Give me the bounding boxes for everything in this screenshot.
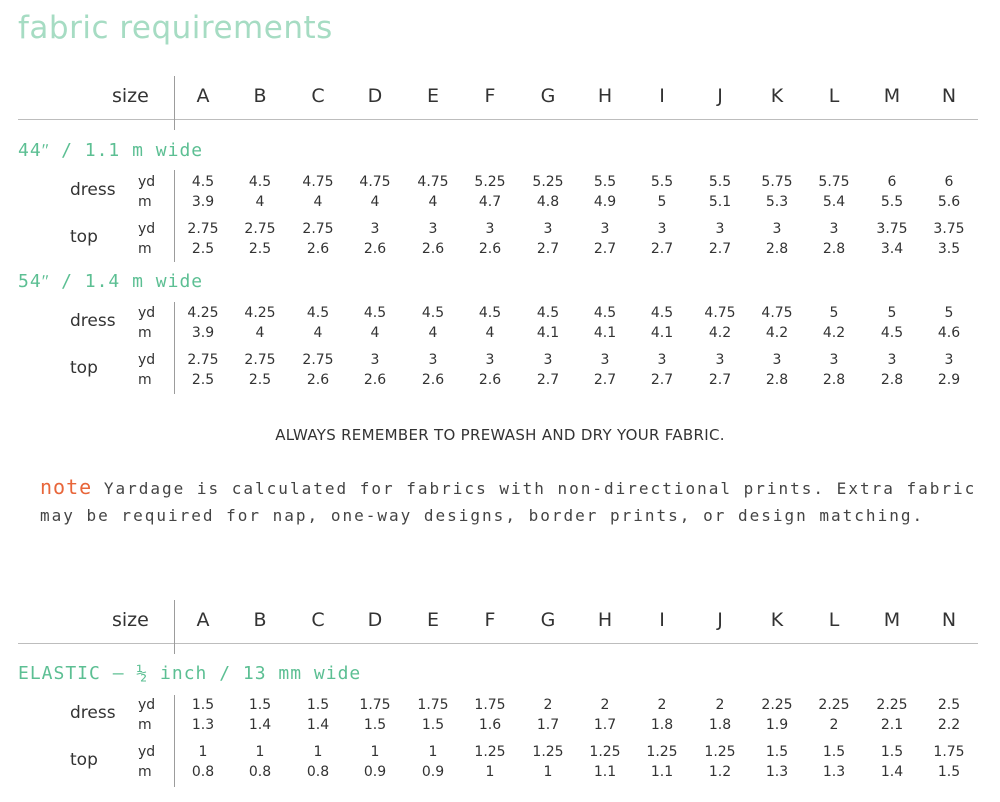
cell-yd-top-b: 2.75 (244, 221, 276, 237)
size-column-header-l: L (828, 609, 840, 631)
cell-m-dress-f: 4.7 (478, 194, 502, 210)
cell-m-dress-c: 1.4 (306, 717, 330, 733)
cell-m-top-n: 3.5 (937, 241, 961, 257)
garment-label-top: top (70, 750, 98, 770)
cell-m-dress-n: 4.6 (937, 325, 961, 341)
note-text: Yardage is calculated for fabrics with non-directional prints. Extra fabric may be required for nap, one-way designs, border prints, or design matching. (40, 479, 977, 525)
cell-m-top-l: 2.8 (822, 241, 846, 257)
size-column-header-f: F (484, 609, 496, 631)
cell-m-top-n: 1.5 (937, 764, 961, 780)
cell-m-dress-h: 4.9 (593, 194, 617, 210)
size-column-header-e: E (426, 85, 439, 107)
header-vertical-divider (174, 76, 175, 130)
cell-m-top-e: 2.6 (421, 372, 445, 388)
cell-m-dress-b: 4 (255, 325, 265, 341)
cell-yd-dress-k: 4.75 (761, 305, 793, 321)
cell-m-dress-g: 1.7 (536, 717, 560, 733)
cell-yd-top-n: 1.75 (933, 744, 965, 760)
header-divider (18, 643, 978, 644)
garment-label-dress: dress (70, 311, 116, 331)
cell-yd-dress-l: 5 (829, 305, 839, 321)
garment-label-top: top (70, 227, 98, 247)
cell-m-dress-k: 1.9 (765, 717, 789, 733)
cell-m-dress-d: 4 (370, 194, 380, 210)
cell-yd-dress-c: 4.5 (306, 305, 330, 321)
cell-yd-top-b: 2.75 (244, 352, 276, 368)
cell-yd-top-d: 3 (370, 352, 380, 368)
cell-yd-top-k: 3 (772, 352, 782, 368)
size-column-header-k: K (770, 85, 784, 107)
cell-yd-dress-m: 6 (887, 174, 897, 190)
cell-yd-top-l: 3 (829, 221, 839, 237)
cell-yd-top-j: 1.25 (704, 744, 736, 760)
cell-yd-dress-n: 6 (944, 174, 954, 190)
cell-m-top-f: 2.6 (478, 241, 502, 257)
cell-yd-dress-d: 1.75 (359, 697, 391, 713)
cell-m-top-m: 3.4 (880, 241, 904, 257)
cell-m-top-m: 2.8 (880, 372, 904, 388)
cell-yd-dress-m: 2.25 (876, 697, 908, 713)
size-column-header-a: A (196, 609, 210, 631)
cell-m-dress-i: 4.1 (650, 325, 674, 341)
unit-label-yd: yd (138, 744, 156, 760)
cell-yd-dress-n: 5 (944, 305, 954, 321)
cell-m-dress-c: 4 (313, 194, 323, 210)
cell-yd-dress-g: 2 (543, 697, 553, 713)
size-column-header-f: F (484, 85, 496, 107)
cell-yd-top-n: 3.75 (933, 221, 965, 237)
section-elastic-label: ELASTIC – ½ inch / 13 mm wide (18, 663, 362, 684)
cell-yd-top-l: 3 (829, 352, 839, 368)
cell-yd-dress-k: 2.25 (761, 697, 793, 713)
cell-m-top-l: 2.8 (822, 372, 846, 388)
cell-m-top-a: 0.8 (191, 764, 215, 780)
cell-m-top-g: 2.7 (536, 372, 560, 388)
cell-m-top-c: 2.6 (306, 372, 330, 388)
section-vertical-divider (174, 302, 175, 394)
unit-label-yd: yd (138, 305, 156, 321)
cell-m-top-g: 1 (543, 764, 553, 780)
cell-m-dress-g: 4.1 (536, 325, 560, 341)
cell-yd-top-m: 3 (887, 352, 897, 368)
cell-yd-dress-e: 1.75 (417, 697, 449, 713)
cell-m-top-i: 2.7 (650, 372, 674, 388)
cell-m-dress-e: 4 (428, 194, 438, 210)
cell-yd-dress-d: 4.75 (359, 174, 391, 190)
cell-m-top-d: 2.6 (363, 372, 387, 388)
cell-yd-dress-a: 4.5 (191, 174, 215, 190)
cell-yd-top-k: 3 (772, 221, 782, 237)
size-header-label: size (112, 609, 149, 631)
cell-yd-dress-j: 2 (715, 697, 725, 713)
garment-label-dress: dress (70, 180, 116, 200)
unit-label-m: m (138, 764, 152, 780)
cell-yd-top-c: 1 (313, 744, 323, 760)
cell-yd-top-m: 1.5 (880, 744, 904, 760)
cell-yd-top-l: 1.5 (822, 744, 846, 760)
cell-yd-dress-j: 5.5 (708, 174, 732, 190)
size-column-header-i: I (659, 85, 665, 107)
cell-yd-dress-d: 4.5 (363, 305, 387, 321)
cell-m-top-n: 2.9 (937, 372, 961, 388)
unit-label-m: m (138, 372, 152, 388)
cell-m-dress-k: 5.3 (765, 194, 789, 210)
cell-yd-top-i: 1.25 (646, 744, 678, 760)
cell-m-top-i: 1.1 (650, 764, 674, 780)
cell-m-dress-i: 5 (657, 194, 667, 210)
cell-yd-top-a: 2.75 (187, 221, 219, 237)
cell-yd-top-h: 3 (600, 352, 610, 368)
cell-m-dress-e: 4 (428, 325, 438, 341)
cell-yd-dress-m: 5 (887, 305, 897, 321)
size-column-header-i: I (659, 609, 665, 631)
cell-m-top-k: 2.8 (765, 372, 789, 388)
cell-m-dress-a: 3.9 (191, 325, 215, 341)
cell-m-dress-n: 5.6 (937, 194, 961, 210)
cell-yd-dress-f: 1.75 (474, 697, 506, 713)
header-divider (18, 119, 978, 120)
size-column-header-b: B (253, 85, 267, 107)
cell-yd-dress-l: 5.75 (818, 174, 850, 190)
unit-label-m: m (138, 194, 152, 210)
cell-yd-top-f: 1.25 (474, 744, 506, 760)
cell-m-dress-g: 4.8 (536, 194, 560, 210)
cell-m-top-a: 2.5 (191, 241, 215, 257)
cell-m-dress-h: 4.1 (593, 325, 617, 341)
cell-m-top-j: 1.2 (708, 764, 732, 780)
cell-yd-top-b: 1 (255, 744, 265, 760)
unit-label-yd: yd (138, 174, 156, 190)
size-column-header-d: D (367, 85, 383, 107)
cell-yd-top-m: 3.75 (876, 221, 908, 237)
cell-m-top-k: 1.3 (765, 764, 789, 780)
cell-m-top-c: 0.8 (306, 764, 330, 780)
size-column-header-e: E (426, 609, 439, 631)
cell-m-dress-a: 1.3 (191, 717, 215, 733)
cell-yd-top-c: 2.75 (302, 221, 334, 237)
size-column-header-g: G (540, 85, 556, 107)
cell-m-top-h: 1.1 (593, 764, 617, 780)
cell-m-dress-j: 4.2 (708, 325, 732, 341)
cell-yd-dress-l: 2.25 (818, 697, 850, 713)
unit-label-yd: yd (138, 697, 156, 713)
cell-yd-top-j: 3 (715, 352, 725, 368)
cell-m-dress-l: 4.2 (822, 325, 846, 341)
cell-yd-top-a: 1 (198, 744, 208, 760)
cell-m-dress-k: 4.2 (765, 325, 789, 341)
cell-m-top-e: 0.9 (421, 764, 445, 780)
cell-m-dress-a: 3.9 (191, 194, 215, 210)
size-column-header-h: H (597, 85, 613, 107)
size-column-header-m: M (883, 85, 901, 107)
size-column-header-b: B (253, 609, 267, 631)
section-44-wide-label: 44ʺ / 1.1 m wide (18, 140, 204, 161)
size-column-header-g: G (540, 609, 556, 631)
size-column-header-m: M (883, 609, 901, 631)
size-column-header-c: C (311, 85, 325, 107)
cell-yd-dress-a: 4.25 (187, 305, 219, 321)
cell-yd-dress-b: 1.5 (248, 697, 272, 713)
size-column-header-n: N (941, 85, 957, 107)
cell-yd-dress-f: 5.25 (474, 174, 506, 190)
cell-yd-dress-i: 5.5 (650, 174, 674, 190)
garment-label-dress: dress (70, 703, 116, 723)
cell-yd-dress-h: 2 (600, 697, 610, 713)
cell-m-top-d: 0.9 (363, 764, 387, 780)
unit-label-m: m (138, 325, 152, 341)
cell-yd-top-h: 3 (600, 221, 610, 237)
cell-yd-top-n: 3 (944, 352, 954, 368)
cell-m-dress-m: 5.5 (880, 194, 904, 210)
cell-m-dress-e: 1.5 (421, 717, 445, 733)
unit-label-yd: yd (138, 352, 156, 368)
cell-m-top-i: 2.7 (650, 241, 674, 257)
cell-yd-top-d: 3 (370, 221, 380, 237)
cell-m-top-b: 2.5 (248, 241, 272, 257)
cell-m-top-d: 2.6 (363, 241, 387, 257)
cell-yd-dress-e: 4.75 (417, 174, 449, 190)
size-column-header-c: C (311, 609, 325, 631)
size-header-label: size (112, 85, 149, 107)
unit-label-m: m (138, 717, 152, 733)
cell-yd-dress-g: 4.5 (536, 305, 560, 321)
cell-m-top-b: 2.5 (248, 372, 272, 388)
cell-m-top-h: 2.7 (593, 241, 617, 257)
cell-yd-top-d: 1 (370, 744, 380, 760)
cell-m-top-f: 1 (485, 764, 495, 780)
cell-m-dress-f: 4 (485, 325, 495, 341)
cell-yd-top-g: 1.25 (532, 744, 564, 760)
cell-m-dress-m: 4.5 (880, 325, 904, 341)
cell-m-top-f: 2.6 (478, 372, 502, 388)
cell-yd-dress-j: 4.75 (704, 305, 736, 321)
cell-yd-top-g: 3 (543, 352, 553, 368)
cell-m-top-k: 2.8 (765, 241, 789, 257)
cell-yd-dress-h: 4.5 (593, 305, 617, 321)
cell-yd-top-h: 1.25 (589, 744, 621, 760)
cell-yd-top-c: 2.75 (302, 352, 334, 368)
cell-yd-top-i: 3 (657, 352, 667, 368)
cell-m-dress-b: 1.4 (248, 717, 272, 733)
size-column-header-a: A (196, 85, 210, 107)
cell-m-dress-c: 4 (313, 325, 323, 341)
cell-m-dress-b: 4 (255, 194, 265, 210)
cell-yd-dress-a: 1.5 (191, 697, 215, 713)
size-column-header-l: L (828, 85, 840, 107)
cell-m-top-b: 0.8 (248, 764, 272, 780)
cell-m-top-c: 2.6 (306, 241, 330, 257)
cell-yd-dress-b: 4.5 (248, 174, 272, 190)
header-vertical-divider (174, 600, 175, 654)
cell-m-dress-h: 1.7 (593, 717, 617, 733)
cell-m-top-e: 2.6 (421, 241, 445, 257)
size-column-header-j: J (717, 85, 723, 107)
cell-m-dress-l: 2 (829, 717, 839, 733)
cell-yd-top-e: 3 (428, 221, 438, 237)
cell-m-dress-n: 2.2 (937, 717, 961, 733)
prewash-reminder: ALWAYS REMEMBER TO PREWASH AND DRY YOUR FABRIC. (275, 426, 725, 444)
unit-label-yd: yd (138, 221, 156, 237)
cell-yd-dress-e: 4.5 (421, 305, 445, 321)
cell-yd-dress-g: 5.25 (532, 174, 564, 190)
garment-label-top: top (70, 358, 98, 378)
cell-yd-dress-c: 4.75 (302, 174, 334, 190)
size-column-header-n: N (941, 609, 957, 631)
cell-m-top-m: 1.4 (880, 764, 904, 780)
page-title: fabric requirements (18, 10, 333, 46)
cell-yd-dress-n: 2.5 (937, 697, 961, 713)
cell-yd-dress-i: 4.5 (650, 305, 674, 321)
size-column-header-j: J (717, 609, 723, 631)
cell-yd-top-e: 3 (428, 352, 438, 368)
section-54-wide-label: 54ʺ / 1.4 m wide (18, 271, 204, 292)
cell-m-dress-l: 5.4 (822, 194, 846, 210)
cell-m-top-j: 2.7 (708, 372, 732, 388)
cell-yd-dress-h: 5.5 (593, 174, 617, 190)
cell-m-dress-j: 5.1 (708, 194, 732, 210)
section-vertical-divider (174, 170, 175, 262)
cell-m-dress-j: 1.8 (708, 717, 732, 733)
cell-yd-dress-c: 1.5 (306, 697, 330, 713)
cell-yd-top-a: 2.75 (187, 352, 219, 368)
cell-m-dress-d: 1.5 (363, 717, 387, 733)
note-label: note (40, 475, 93, 499)
cell-m-top-g: 2.7 (536, 241, 560, 257)
cell-yd-top-f: 3 (485, 352, 495, 368)
cell-yd-dress-f: 4.5 (478, 305, 502, 321)
cell-yd-top-g: 3 (543, 221, 553, 237)
cell-m-top-l: 1.3 (822, 764, 846, 780)
cell-yd-top-k: 1.5 (765, 744, 789, 760)
cell-m-top-a: 2.5 (191, 372, 215, 388)
section-vertical-divider (174, 695, 175, 787)
cell-m-top-j: 2.7 (708, 241, 732, 257)
cell-yd-top-i: 3 (657, 221, 667, 237)
size-column-header-k: K (770, 609, 784, 631)
cell-m-dress-m: 2.1 (880, 717, 904, 733)
note-block (40, 474, 980, 529)
cell-m-dress-i: 1.8 (650, 717, 674, 733)
cell-yd-top-f: 3 (485, 221, 495, 237)
cell-yd-dress-b: 4.25 (244, 305, 276, 321)
cell-yd-dress-k: 5.75 (761, 174, 793, 190)
cell-yd-top-j: 3 (715, 221, 725, 237)
size-column-header-h: H (597, 609, 613, 631)
cell-yd-top-e: 1 (428, 744, 438, 760)
cell-yd-dress-i: 2 (657, 697, 667, 713)
size-column-header-d: D (367, 609, 383, 631)
cell-m-dress-d: 4 (370, 325, 380, 341)
cell-m-top-h: 2.7 (593, 372, 617, 388)
cell-m-dress-f: 1.6 (478, 717, 502, 733)
unit-label-m: m (138, 241, 152, 257)
